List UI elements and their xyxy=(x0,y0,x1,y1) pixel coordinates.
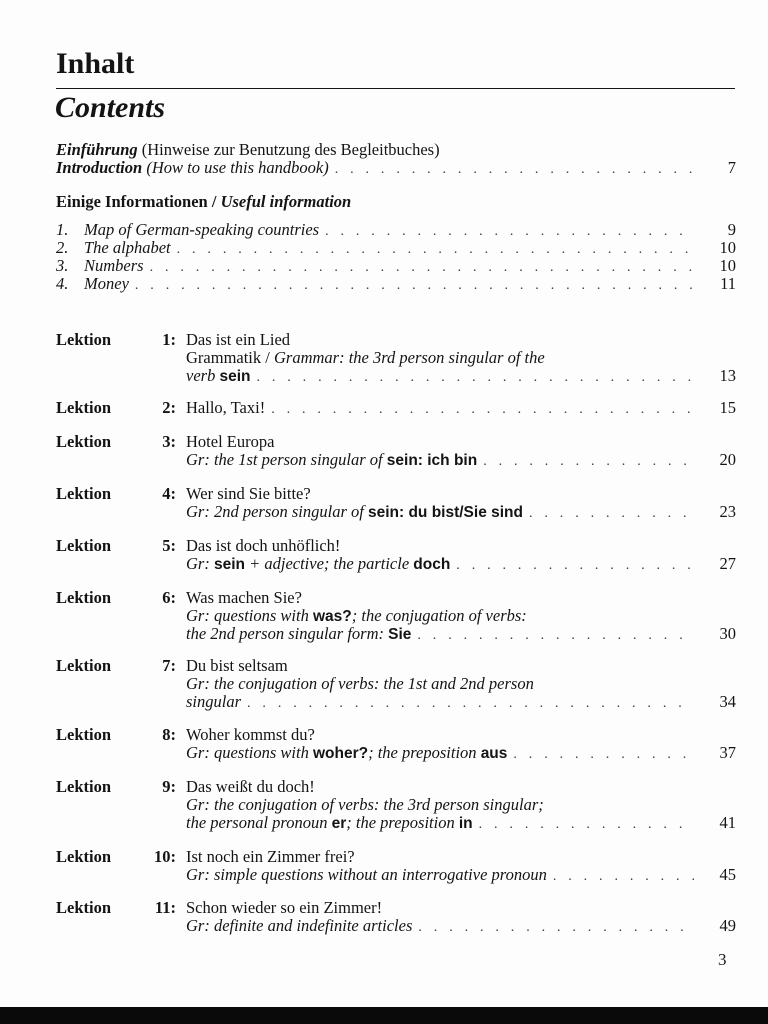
dot-leader xyxy=(329,160,694,180)
lesson-number: 2: xyxy=(162,398,176,417)
lesson-grammar-line[interactable] xyxy=(186,865,736,885)
toc-row xyxy=(186,777,736,797)
toc-row xyxy=(186,450,736,472)
lesson-grammar-line[interactable] xyxy=(186,502,736,522)
lesson-title-line xyxy=(186,330,736,350)
text-segment: ; the preposition xyxy=(346,813,459,832)
lesson-title-line xyxy=(186,898,736,918)
lesson-grammar-line[interactable] xyxy=(186,916,736,936)
grammar-text xyxy=(186,916,412,936)
info-heading-de: Einige Informationen / xyxy=(56,192,217,211)
toc-row xyxy=(186,624,736,646)
scan-bottom-edge xyxy=(0,1007,768,1024)
text-segment: aus xyxy=(480,745,508,762)
lesson-number: 5: xyxy=(162,536,176,555)
toc-row xyxy=(186,743,736,765)
text-segment: Gr: questions with xyxy=(186,606,313,625)
page-ref: 20 xyxy=(719,450,736,469)
info-heading xyxy=(56,192,736,212)
grammar-text xyxy=(186,813,473,834)
dot-leader xyxy=(473,815,694,835)
grammar-text xyxy=(186,366,250,387)
toc-entry-info[interactable] xyxy=(56,274,736,294)
toc-row xyxy=(186,484,736,504)
text-segment: verb xyxy=(186,366,220,385)
grammar-text xyxy=(186,450,477,471)
page-ref: 41 xyxy=(719,813,736,832)
page-ref: 11 xyxy=(720,274,736,293)
page-ref: 13 xyxy=(719,366,736,385)
toc-row xyxy=(186,674,736,694)
lesson-word: Lektion xyxy=(56,330,112,349)
text-segment: woher? xyxy=(312,745,369,762)
toc-row xyxy=(186,813,736,835)
lesson-label xyxy=(56,432,176,452)
lesson-grammar-line xyxy=(186,795,736,815)
lesson-grammar-line[interactable] xyxy=(186,366,736,386)
text-segment: the personal pronoun xyxy=(186,813,332,832)
grammar-text xyxy=(186,624,411,645)
text-segment: was? xyxy=(312,608,352,625)
grammar-text xyxy=(186,865,547,885)
lesson-label xyxy=(56,898,176,918)
toc-row xyxy=(186,656,736,676)
lesson-title: Hallo, Taxi! xyxy=(186,398,266,417)
lesson-title-line xyxy=(186,484,736,504)
page-ref: 15 xyxy=(719,398,736,417)
grammar-text xyxy=(186,502,523,523)
lesson-title-line xyxy=(186,588,736,608)
text-segment: ; the preposition xyxy=(368,743,481,762)
lesson-grammar-line xyxy=(186,348,736,368)
text-segment: Gr: the conjugation of verbs: the 3rd person singular; xyxy=(186,795,544,814)
grammar-text xyxy=(186,795,544,815)
lesson-word: Lektion xyxy=(56,847,112,866)
item-number: 4. xyxy=(56,274,69,293)
toc-row xyxy=(186,536,736,556)
lesson-title: Wer sind Sie bitte? xyxy=(186,484,311,503)
page-number: 3 xyxy=(718,950,727,969)
lesson-grammar-line[interactable] xyxy=(186,624,736,644)
toc-row xyxy=(186,795,736,815)
grammar-text xyxy=(186,674,534,694)
lesson-grammar-line xyxy=(186,674,736,694)
text-segment: Grammatik / xyxy=(186,348,274,367)
toc-row xyxy=(186,366,736,388)
text-segment: sein xyxy=(213,556,245,573)
grammar-text xyxy=(186,554,450,575)
text-segment: singular xyxy=(186,692,242,711)
page-ref: 10 xyxy=(719,256,736,275)
text-segment: sein xyxy=(219,368,251,385)
lesson-title-line[interactable] xyxy=(186,398,736,418)
lesson-title: Woher kommst du? xyxy=(186,725,315,744)
text-segment: Gr: the 1st person singular of xyxy=(186,450,387,469)
dot-leader xyxy=(523,504,694,524)
lesson-grammar-line[interactable] xyxy=(186,813,736,833)
text-segment: in xyxy=(458,815,473,832)
page-ref: 34 xyxy=(719,692,736,711)
text-segment: ; the conjugation of verbs: xyxy=(351,606,527,625)
dot-leader xyxy=(241,694,694,714)
lesson-number: 3: xyxy=(162,432,176,451)
lesson-word: Lektion xyxy=(56,432,112,451)
toc-row xyxy=(186,916,736,938)
item-number: 2. xyxy=(56,238,69,257)
toc-entry-info[interactable] xyxy=(56,256,736,276)
lesson-word: Lektion xyxy=(56,898,112,917)
item-title: The alphabet xyxy=(84,238,171,257)
page-ref: 45 xyxy=(719,865,736,884)
dot-leader xyxy=(265,400,694,420)
lesson-grammar-line[interactable] xyxy=(186,554,736,574)
dot-leader xyxy=(450,556,694,576)
text-segment: Gr: 2nd person singular of xyxy=(186,502,368,521)
lesson-label xyxy=(56,398,176,418)
toc-row xyxy=(186,725,736,745)
lesson-number: 6: xyxy=(162,588,176,607)
text-segment: Gr: questions with xyxy=(186,743,313,762)
toc-row xyxy=(186,865,736,887)
intro-desc-en: (How to use this handbook) xyxy=(146,158,329,177)
toc-row xyxy=(186,398,736,420)
grammar-text xyxy=(186,692,241,712)
lesson-title: Schon wieder so ein Zimmer! xyxy=(186,898,383,917)
lesson-grammar-line[interactable] xyxy=(186,450,736,470)
item-number: 3. xyxy=(56,256,69,275)
text-segment: Grammar: the 3rd person singular of the xyxy=(273,348,545,367)
text-segment: sein: ich bin xyxy=(386,452,478,469)
page-ref: 9 xyxy=(727,220,736,239)
page-ref: 27 xyxy=(719,554,736,573)
lesson-grammar-line xyxy=(186,606,736,626)
lesson-title-line xyxy=(186,725,736,745)
intro-title-en: Introduction xyxy=(56,158,143,177)
toc-row xyxy=(186,502,736,524)
text-segment: Sie xyxy=(388,626,412,643)
toc-entry-info[interactable] xyxy=(56,220,736,240)
dot-leader xyxy=(507,745,694,765)
intro-title-de: Einführung xyxy=(56,140,138,159)
toc-row xyxy=(186,692,736,714)
page-ref: 23 xyxy=(719,502,736,521)
page-ref: 30 xyxy=(719,624,736,643)
lesson-title-line xyxy=(186,656,736,676)
item-title: Money xyxy=(84,274,129,293)
text-segment: Gr: simple questions without an interrogative pronoun xyxy=(186,865,547,884)
lesson-number: 10: xyxy=(154,847,176,866)
text-segment: doch xyxy=(413,556,451,573)
lesson-number: 9: xyxy=(162,777,176,796)
lesson-title-line xyxy=(186,847,736,867)
heading-contents: Contents xyxy=(55,91,166,124)
grammar-text xyxy=(186,348,545,368)
item-number: 1. xyxy=(56,220,69,239)
lesson-word: Lektion xyxy=(56,725,112,744)
dot-leader xyxy=(477,452,694,472)
lesson-title-line xyxy=(186,536,736,556)
lesson-title: Das weißt du doch! xyxy=(186,777,315,796)
toc-entry-info[interactable] xyxy=(56,238,736,258)
lesson-number: 7: xyxy=(162,656,176,675)
text-segment: + adjective; the particle xyxy=(244,554,414,573)
heading-inhalt: Inhalt xyxy=(56,47,135,80)
toc-row xyxy=(186,847,736,867)
lesson-label xyxy=(56,330,176,350)
lesson-word: Lektion xyxy=(56,588,112,607)
lesson-label xyxy=(56,847,176,867)
toc-row xyxy=(186,432,736,452)
text-segment: Gr: the conjugation of verbs: the 1st and 2nd person xyxy=(186,674,534,693)
text-segment: sein: du bist/Sie sind xyxy=(367,504,523,521)
lesson-title: Das ist doch unhöflich! xyxy=(186,536,341,555)
lesson-title: Du bist seltsam xyxy=(186,656,288,675)
toc-row xyxy=(186,588,736,608)
lesson-word: Lektion xyxy=(56,536,112,555)
dot-leader xyxy=(411,626,694,646)
toc-row xyxy=(56,274,736,296)
page-ref: 49 xyxy=(719,916,736,935)
lesson-label xyxy=(56,777,176,797)
lesson-word: Lektion xyxy=(56,484,112,503)
lesson-title: Ist noch ein Zimmer frei? xyxy=(186,847,355,866)
lesson-title-line xyxy=(186,432,736,452)
text-segment: er xyxy=(331,815,347,832)
text-segment: Gr: xyxy=(186,554,214,573)
lesson-label xyxy=(56,536,176,556)
toc-entry-introduction[interactable] xyxy=(56,158,736,178)
lesson-word: Lektion xyxy=(56,398,112,417)
lesson-title-line xyxy=(186,777,736,797)
lesson-label xyxy=(56,656,176,676)
lesson-word: Lektion xyxy=(56,656,112,675)
lesson-number: 1: xyxy=(162,330,176,349)
lesson-title: Was machen Sie? xyxy=(186,588,302,607)
lesson-number: 4: xyxy=(162,484,176,503)
lesson-word: Lektion xyxy=(56,777,112,796)
info-heading-en: Useful information xyxy=(220,192,352,211)
dot-leader xyxy=(129,276,694,296)
toc-row xyxy=(186,898,736,918)
lesson-label xyxy=(56,484,176,504)
lesson-title: Das ist ein Lied xyxy=(186,330,291,349)
page-ref: 10 xyxy=(719,238,736,257)
lesson-number: 8: xyxy=(162,725,176,744)
intro-line-de xyxy=(56,140,736,160)
page-ref: 7 xyxy=(727,158,736,177)
lesson-grammar-line[interactable] xyxy=(186,692,736,712)
dot-leader xyxy=(547,867,694,887)
toc-row xyxy=(186,348,736,368)
lesson-label xyxy=(56,588,176,608)
lesson-grammar-line[interactable] xyxy=(186,743,736,763)
toc-row xyxy=(186,330,736,350)
lesson-title: Hotel Europa xyxy=(186,432,275,451)
toc-row xyxy=(186,554,736,576)
page-ref: 37 xyxy=(719,743,736,762)
grammar-text xyxy=(186,743,507,764)
lesson-number: 11: xyxy=(154,898,176,917)
intro-desc-de: (Hinweise zur Benutzung des Begleitbuches) xyxy=(141,140,440,159)
heading-rule xyxy=(56,88,735,89)
dot-leader xyxy=(412,918,694,938)
lesson-label xyxy=(56,725,176,745)
item-title: Numbers xyxy=(84,256,144,275)
text-segment: the 2nd person singular form: xyxy=(186,624,389,643)
dot-leader xyxy=(250,368,694,388)
item-title: Map of German-speaking countries xyxy=(84,220,320,239)
text-segment: Gr: definite and indefinite articles xyxy=(186,916,413,935)
